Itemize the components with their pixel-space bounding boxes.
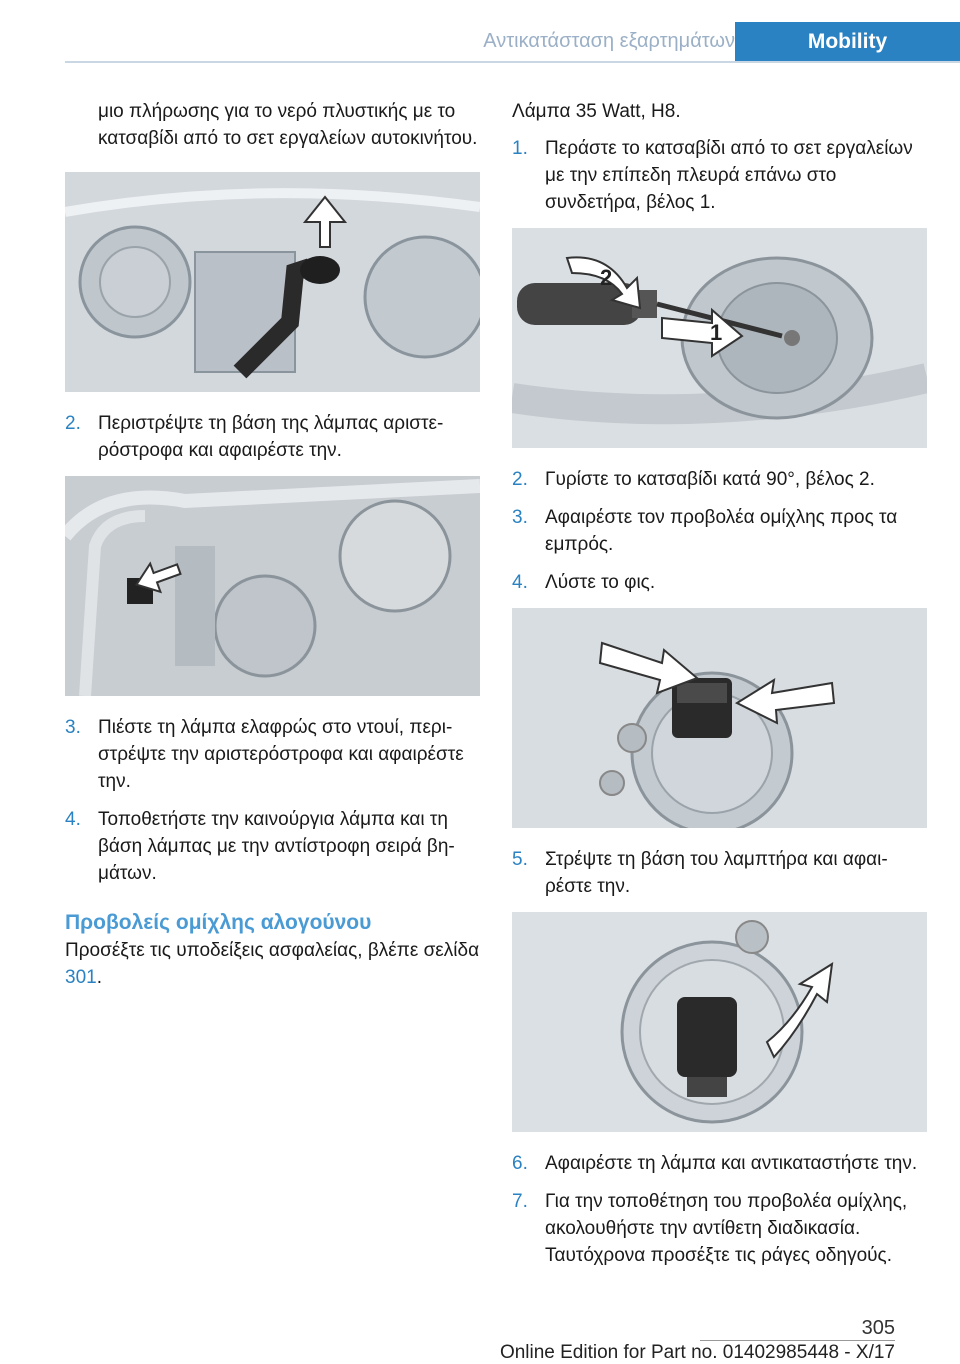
- section-heading: Προβολείς ομίχλης αλογούνου: [65, 911, 372, 934]
- list-item: 3. Αφαιρέστε τον προβολέα ομίχλης προς τα εμπρός.: [512, 507, 898, 555]
- lamp-spec: Λάμπα 35 Watt, H8.: [512, 101, 681, 122]
- page-header: [0, 0, 960, 62]
- page-footer: [0, 1305, 960, 1362]
- footer-rule: [700, 1340, 895, 1341]
- right-steps-c: [512, 846, 927, 900]
- page-number: 305: [861, 1317, 895, 1339]
- right-steps-d: [512, 1150, 927, 1269]
- list-item: 4. Τοποθετήστε την καινούργια λάμπα και τη βάση λάμπας με την αντίστροφη σειρά βημάτων.: [65, 809, 455, 884]
- right-column: [512, 98, 927, 1280]
- screwdriver-figure: [512, 228, 927, 448]
- right-steps-a: [512, 135, 927, 216]
- list-item: 1. Περάστε το κατσαβίδι από το σετ εργαλείων με την επίπεδη πλευρά επάνω στο συνδετήρα, βέλος 1.: [512, 138, 913, 213]
- washer-fluid-figure: [65, 172, 480, 392]
- list-item: 3. Πιέστε τη λάμπα ελαφρώς στο ντουί, περιστρέψτε την αριστερόστροφα και αφαιρέστε την.: [65, 717, 464, 792]
- plug-figure: [512, 608, 927, 828]
- header-rule: [65, 61, 960, 63]
- list-item: 2. Περιστρέψτε τη βάση της λάμπας αριστερόστροφα και αφαιρέστε την.: [65, 413, 444, 461]
- list-item: 6. Αφαιρέστε τη λάμπα και αντικαταστήστε την.: [512, 1153, 918, 1174]
- svg-text:2: 2: [600, 265, 613, 290]
- left-steps-a: [65, 410, 480, 464]
- edition-label: Online Edition for Part no. 01402985448 - X/17: [499, 1342, 895, 1363]
- safety-paragraph: Προσέξτε τις υποδείξεις ασφαλείας, βλέπε σελίδα 301.: [65, 940, 480, 988]
- page-reference-link[interactable]: 301: [65, 967, 97, 988]
- bulb-base-figure: [512, 912, 927, 1132]
- list-item: 7. Για την τοποθέτηση του προβολέα ομίχλης, ακολουθήστε την αντίθετη διαδικασία. Ταυτόχρονα προσέξτε τις ράγες οδηγούς.: [512, 1191, 908, 1266]
- bulb-holder-figure: [65, 476, 480, 696]
- right-steps-b: [512, 466, 927, 596]
- list-item: 2. Γυρίστε το κατσαβίδι κατά 90°, βέλος 2.: [512, 469, 875, 490]
- left-steps-b: [65, 714, 480, 887]
- list-item: 5. Στρέψτε τη βάση του λαμπτήρα και αφαιρέστε την.: [512, 849, 888, 897]
- intro-paragraph: μιο πλήρωσης για το νερό πλυστικής με το κατσαβίδι από το σετ εργαλείων αυτοκινήτου.: [98, 101, 478, 149]
- list-item: 4. Λύστε το φις.: [512, 572, 656, 593]
- svg-text:1: 1: [710, 320, 723, 345]
- section-title: Αντικατάσταση εξαρτημάτων: [483, 30, 735, 52]
- left-column: [65, 98, 480, 991]
- chapter-tab[interactable]: Mobility: [735, 22, 960, 62]
